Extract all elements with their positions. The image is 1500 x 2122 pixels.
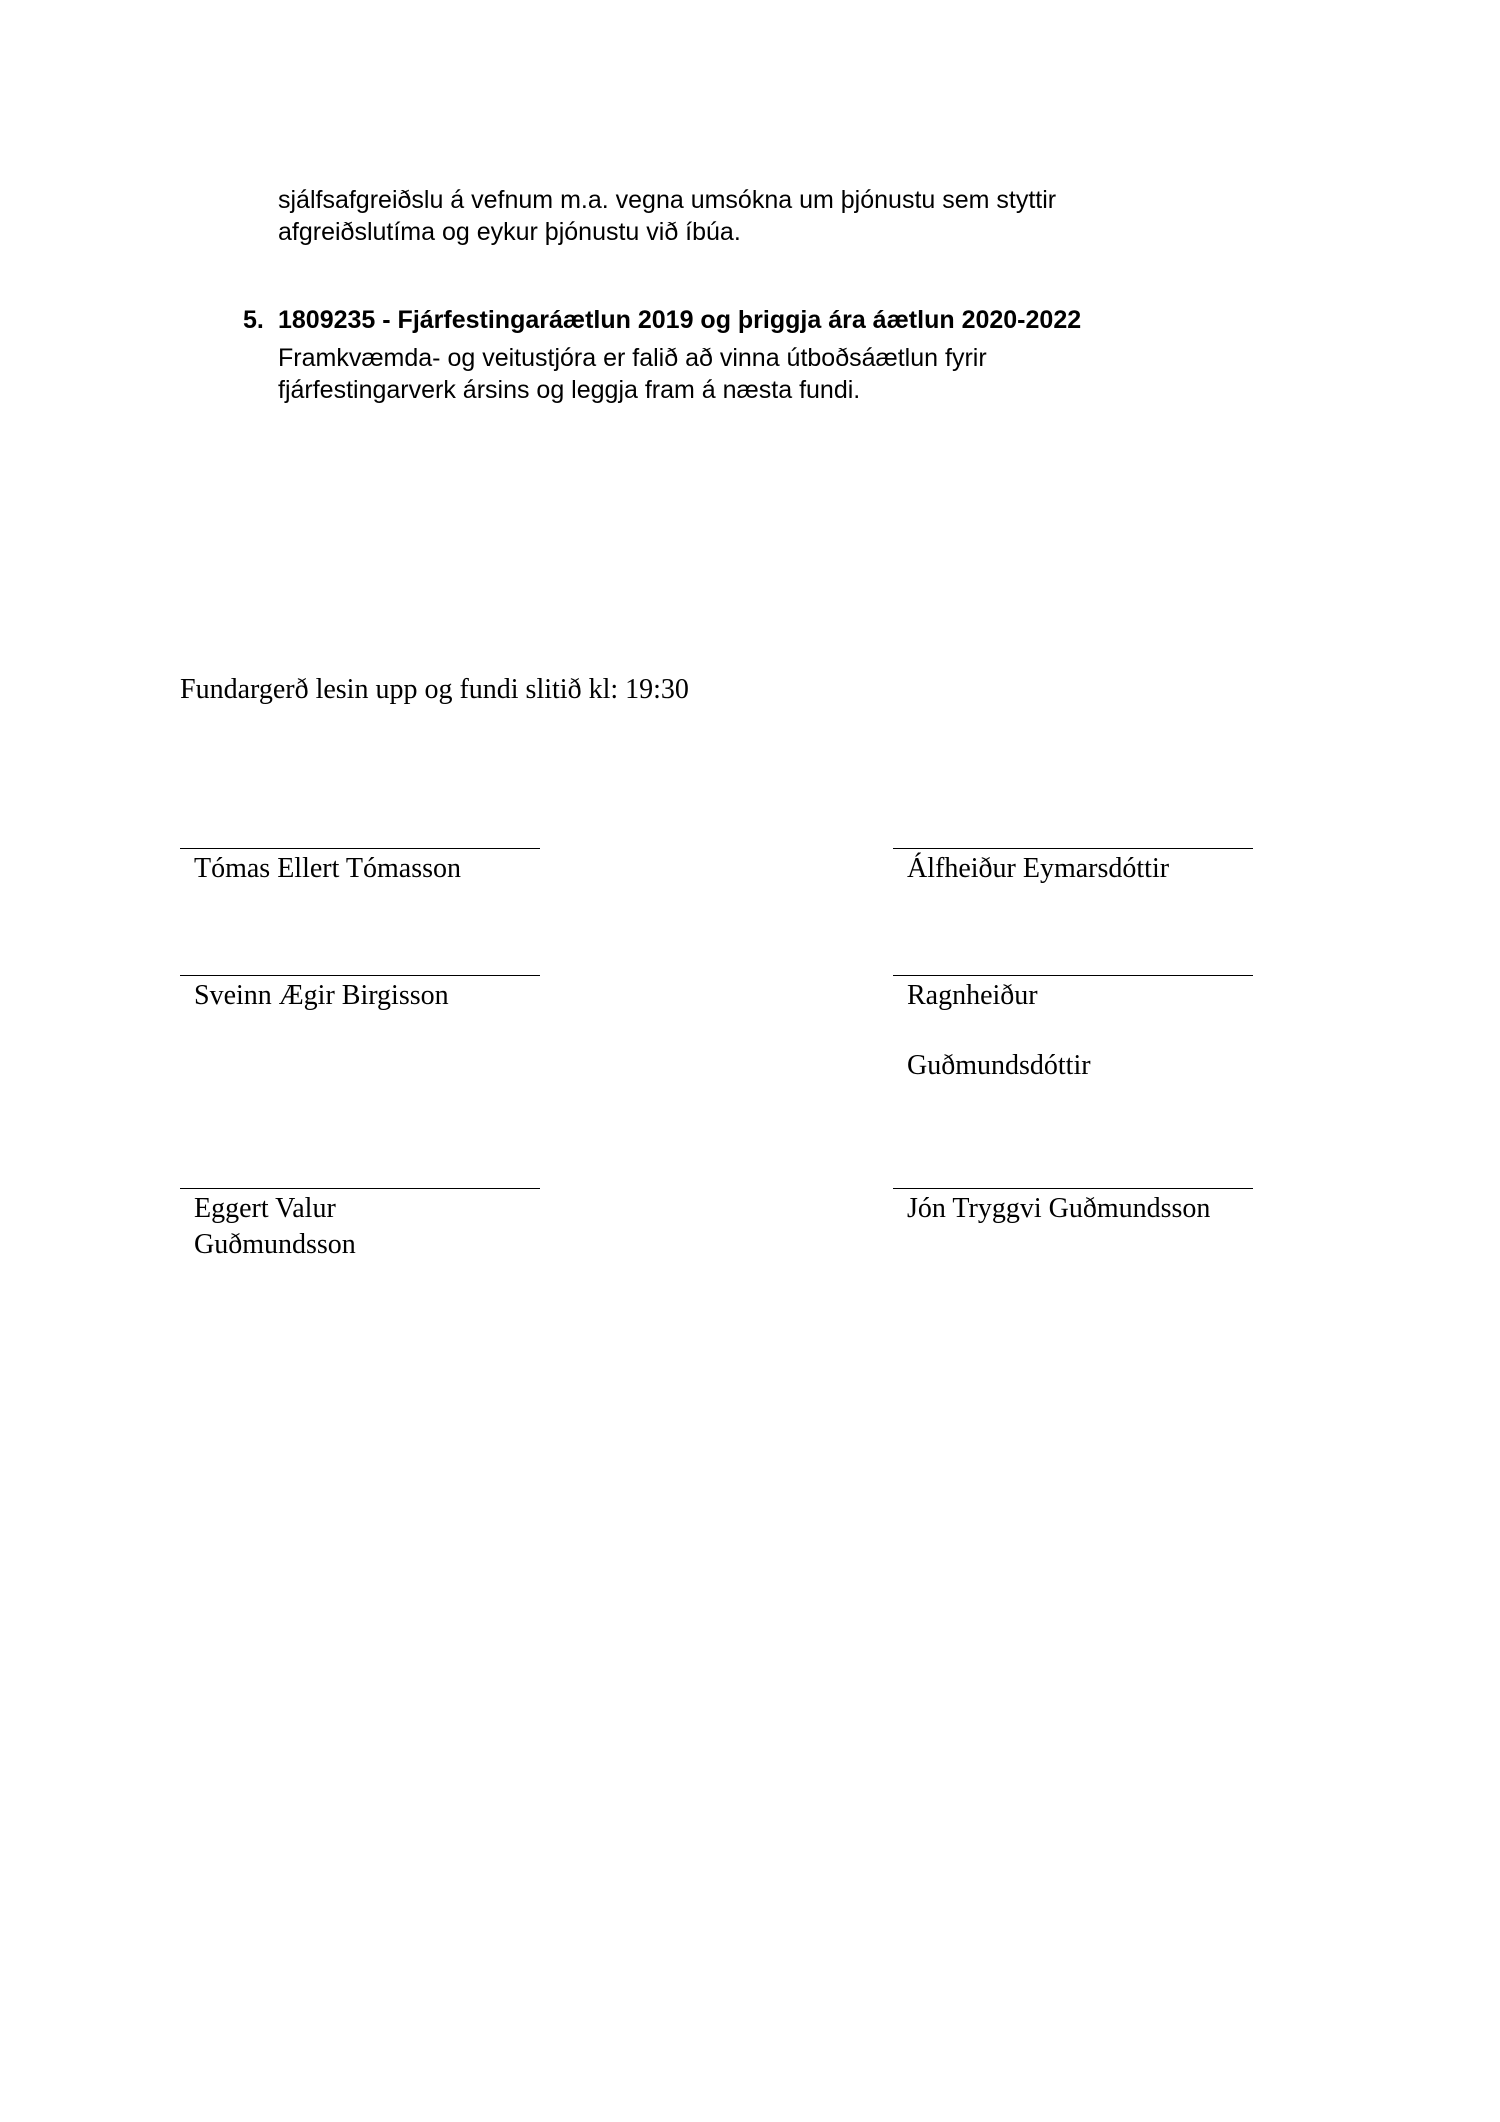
signatory-name-line-2: Guðmundsdóttir [907,1050,1091,1081]
signature-block-jon [893,1188,1253,1227]
signatory-name-line-1: Ragnheiður [907,980,1038,1011]
signature-block-ragnheidur [893,975,1253,1084]
agenda-item-number: 5. [243,306,264,334]
agenda-item-5 [243,304,1343,406]
signatory-name [180,1189,540,1263]
signature-block-sveinn [180,975,540,1014]
signatory-name-line-1: Álfheiður Eymarsdóttir [907,853,1170,884]
agenda-item-body-line-1: Framkvæmda- og veitustjóra er falið að vinna útboðsáætlun fyrir [278,344,987,372]
previous-item-continuation [278,184,1278,248]
signatory-name-line-1: Jón Tryggvi Guðmundsson [907,1193,1211,1224]
continuation-line-1: sjálfsafgreiðslu á vefnum m.a. vegna umsókna um þjónustu sem styttir [278,186,1057,214]
agenda-item-body [278,342,1343,406]
signature-block-eggert [180,1188,540,1263]
agenda-item-title: 1809235 - Fjárfestingaráætlun 2019 og þriggja ára áætlun 2020-2022 [278,306,1082,334]
closing-statement: Fundargerð lesin upp og fundi slitið kl: 19:30 [180,674,689,705]
signatory-name-line-1: Eggert Valur [194,1193,336,1224]
signatory-name-line-2: Guðmundsson [194,1229,356,1260]
signatory-name-line-1: Tómas Ellert Tómasson [194,853,461,884]
signatory-name [180,976,540,1014]
agenda-item-heading [243,304,1343,336]
signatory-name [893,849,1253,887]
agenda-item-body-line-2: fjárfestingarverk ársins og leggja fram á næsta fundi. [278,376,861,404]
signature-block-tomas [180,848,540,887]
signatory-name-line-1: Sveinn Ægir Birgisson [194,980,449,1011]
signature-block-alfheidur [893,848,1253,887]
signatory-name [893,976,1253,1084]
signatory-name [893,1189,1253,1227]
signatory-name [180,849,540,887]
continuation-line-2: afgreiðslutíma og eykur þjónustu við íbúa. [278,218,741,246]
